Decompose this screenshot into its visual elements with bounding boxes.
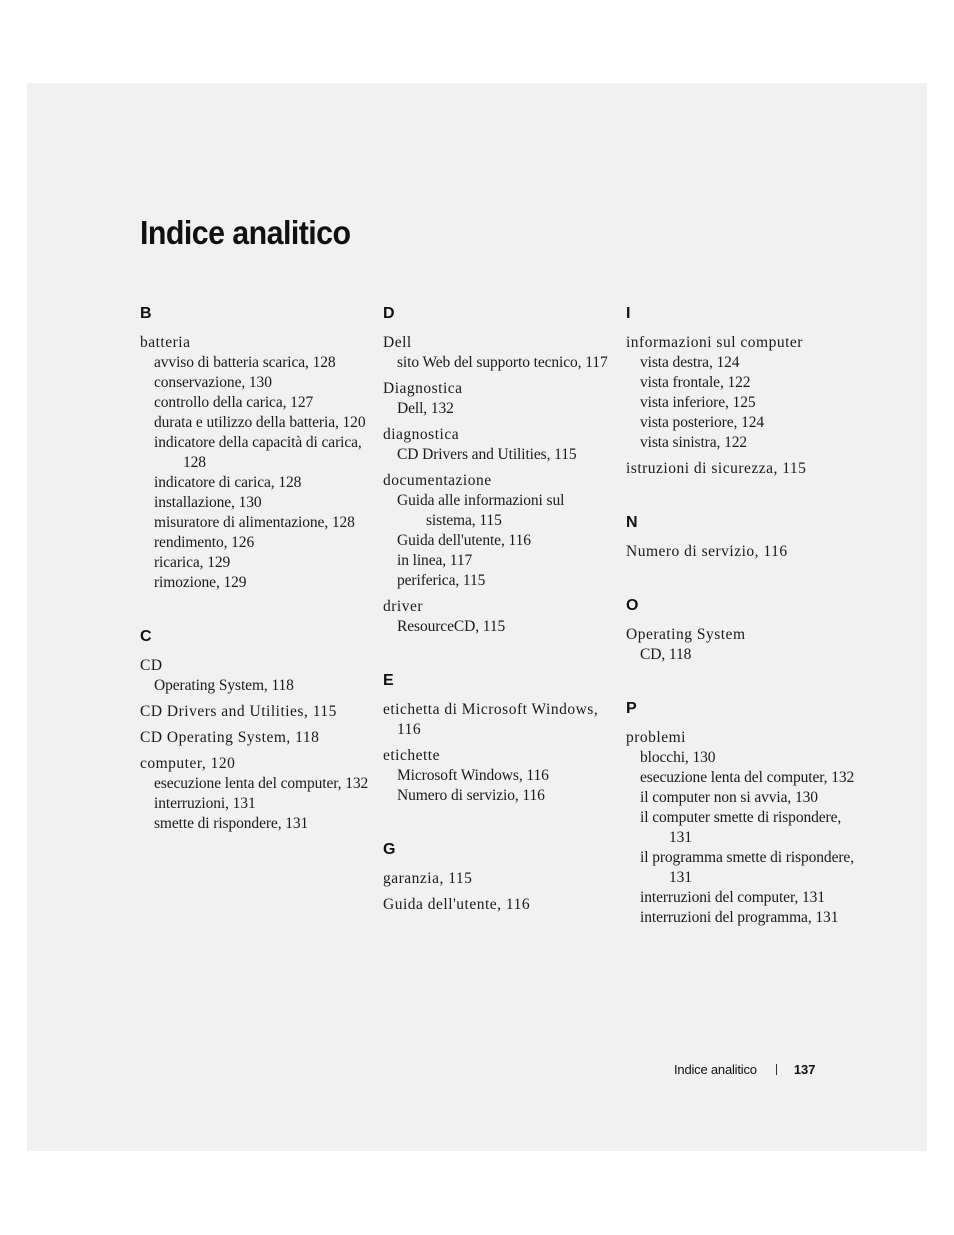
index-section <box>383 840 613 915</box>
index-term: computer, 120 <box>140 755 236 772</box>
index-subentry: Guida dell'utente, 116 <box>397 532 531 549</box>
index-term: Dell <box>383 334 412 351</box>
index-subentry: interruzioni del programma, 131 <box>640 909 839 926</box>
index-section <box>626 699 856 928</box>
index-subentry: CD Drivers and Utilities, 115 <box>397 446 577 463</box>
index-entry <box>383 597 613 637</box>
index-subentry: indicatore della capacità di carica, 128 <box>154 434 362 471</box>
index-entry <box>140 333 370 593</box>
index-section <box>626 596 856 665</box>
index-term: driver <box>383 598 424 615</box>
index-section <box>383 304 613 637</box>
index-entry <box>140 728 370 748</box>
page-title: Indice analitico <box>140 214 351 251</box>
index-entry <box>383 333 613 373</box>
index-subentry: esecuzione lenta del computer, 132 <box>640 769 855 786</box>
index-subentry: interruzioni del computer, 131 <box>640 889 825 906</box>
index-subentry: Guida alle informazioni sul sistema, 115 <box>397 492 565 529</box>
index-entry <box>383 379 613 419</box>
index-term: Numero di servizio, 116 <box>626 543 788 560</box>
section-letter: C <box>140 628 152 645</box>
index-subentry: periferica, 115 <box>397 572 486 589</box>
index-entry <box>383 895 613 915</box>
index-term: Guida dell'utente, 116 <box>383 896 531 913</box>
index-subentry: avviso di batteria scarica, 128 <box>154 354 336 371</box>
index-term: informazioni sul computer <box>626 334 803 351</box>
index-section <box>140 304 370 593</box>
footer-separator <box>776 1064 777 1075</box>
index-entry <box>626 459 856 479</box>
index-entry <box>626 625 856 665</box>
index-term: Operating System <box>626 626 746 643</box>
index-term: garanzia, 115 <box>383 870 473 887</box>
index-entry <box>626 333 856 453</box>
footer-label: Indice analitico <box>674 1062 757 1077</box>
index-subentry: il computer smette di rispondere, 131 <box>640 809 842 846</box>
index-subentry: interruzioni, 131 <box>154 795 256 812</box>
index-entry <box>140 656 370 696</box>
index-term: CD Drivers and Utilities, 115 <box>140 703 337 720</box>
index-section <box>140 627 370 834</box>
index-subentry: durata e utilizzo della batteria, 120 <box>154 414 366 431</box>
index-subentry: esecuzione lenta del computer, 132 <box>154 775 369 792</box>
index-subentry: indicatore di carica, 128 <box>154 474 302 491</box>
index-section <box>383 671 613 806</box>
index-subentry: il computer non si avvia, 130 <box>640 789 818 806</box>
index-subentry: ricarica, 129 <box>154 554 231 571</box>
index-term: CD Operating System, 118 <box>140 729 320 746</box>
index-subentry: il programma smette di rispondere, 131 <box>640 849 854 886</box>
index-subentry: vista frontale, 122 <box>640 374 751 391</box>
index-subentry: Microsoft Windows, 116 <box>397 767 549 784</box>
index-entry <box>383 700 613 740</box>
section-letter: D <box>383 305 395 322</box>
index-column-2 <box>383 304 613 949</box>
index-term: diagnostica <box>383 426 460 443</box>
index-subentry: CD, 118 <box>640 646 692 663</box>
section-letter: G <box>383 841 396 858</box>
index-subentry: rendimento, 126 <box>154 534 255 551</box>
page-number: 137 <box>793 1062 816 1077</box>
section-letter: B <box>140 305 152 322</box>
index-entry <box>626 542 856 562</box>
index-subentry: rimozione, 129 <box>154 574 247 591</box>
page-footer <box>674 1062 824 1077</box>
index-entry <box>383 746 613 806</box>
index-subentry: vista destra, 124 <box>640 354 740 371</box>
index-section <box>626 513 856 562</box>
index-subentry: Dell, 132 <box>397 400 454 417</box>
index-entry <box>626 728 856 928</box>
index-entry <box>383 425 613 465</box>
index-subentry: sito Web del supporto tecnico, 117 <box>397 354 608 371</box>
index-subentry: smette di rispondere, 131 <box>154 815 309 832</box>
index-subentry: ResourceCD, 115 <box>397 618 506 635</box>
index-subentry: conservazione, 130 <box>154 374 272 391</box>
index-column-1 <box>140 304 370 868</box>
index-term: problemi <box>626 729 686 746</box>
index-entry <box>383 869 613 889</box>
index-subentry: Operating System, 118 <box>154 677 294 694</box>
index-entry <box>383 471 613 591</box>
index-subentry: in linea, 117 <box>397 552 473 569</box>
section-letter: O <box>626 597 639 614</box>
section-letter: E <box>383 672 394 689</box>
index-term: etichetta di Microsoft Windows, 116 <box>383 701 599 738</box>
index-entry <box>140 702 370 722</box>
index-subentry: blocchi, 130 <box>640 749 716 766</box>
section-letter: P <box>626 700 637 717</box>
index-subentry: vista posteriore, 124 <box>640 414 765 431</box>
index-subentry: Numero di servizio, 116 <box>397 787 545 804</box>
index-entry <box>140 754 370 834</box>
index-section <box>626 304 856 479</box>
index-subentry: misuratore di alimentazione, 128 <box>154 514 355 531</box>
index-term: documentazione <box>383 472 492 489</box>
section-letter: I <box>626 305 631 322</box>
index-term: batteria <box>140 334 191 351</box>
index-subentry: vista inferiore, 125 <box>640 394 756 411</box>
index-subentry: controllo della carica, 127 <box>154 394 314 411</box>
index-term: etichette <box>383 747 440 764</box>
index-term: istruzioni di sicurezza, 115 <box>626 460 807 477</box>
index-subentry: vista sinistra, 122 <box>640 434 748 451</box>
section-letter: N <box>626 514 638 531</box>
index-column-3 <box>626 304 856 962</box>
index-subentry: installazione, 130 <box>154 494 262 511</box>
index-term: Diagnostica <box>383 380 463 397</box>
index-term: CD <box>140 657 163 674</box>
